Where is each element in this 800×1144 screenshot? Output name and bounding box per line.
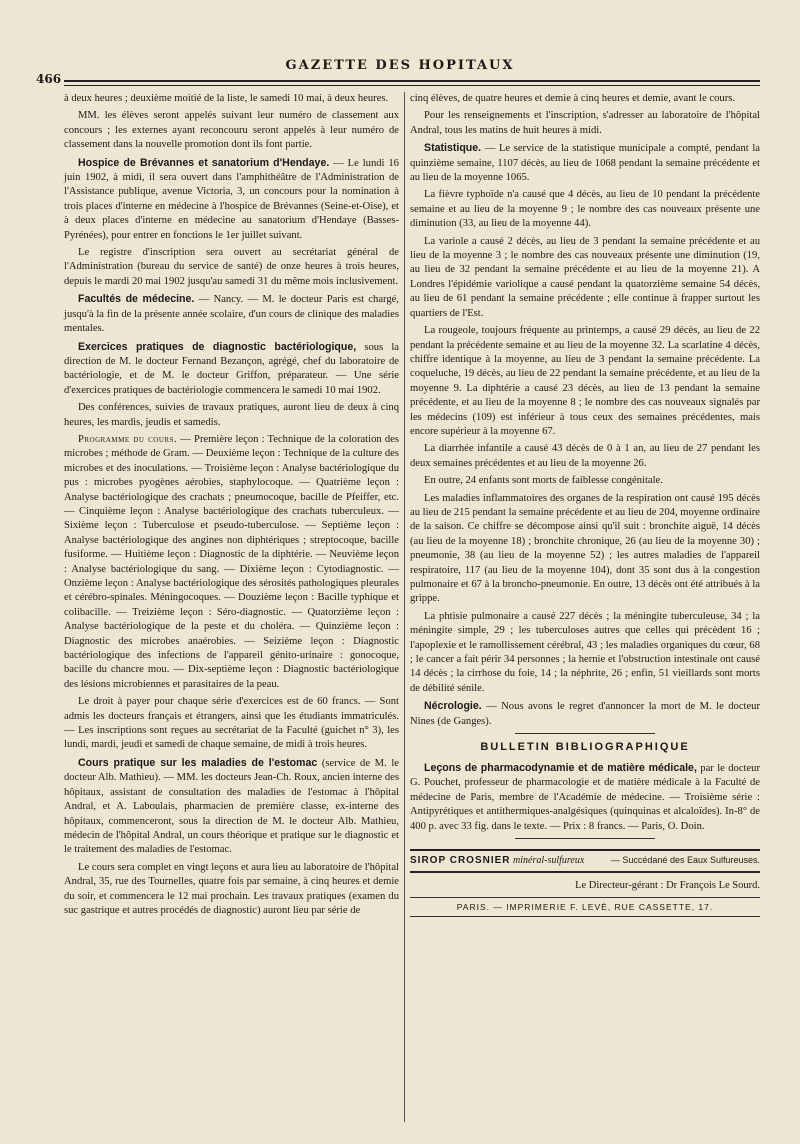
paragraph: à deux heures ; deuxième moitié de la liste, le samedi 10 mai, à deux heures.: [64, 93, 389, 104]
article-heading: Cours pratique sur les maladies de l'estomac: [78, 756, 318, 769]
paragraph: En outre, 24 enfants sont morts de faiblesse congénitale.: [424, 475, 663, 487]
bulletin-heading: BULLETIN BIBLIOGRAPHIQUE: [480, 741, 690, 754]
paragraph: Le droit à payer pour chaque série d'exercices est de 60 francs. — Sont admis les docteurs français et étrangers, ainsi que les étudiants immatriculés. — Les inscriptions sont reçues au secrétariat de la Faculté (guichet n° 3), les lundi, mardi, jeudi et samedi de chaque semaine, de midi à trois heures.: [64, 696, 399, 751]
programme-paragraph: [64, 433, 399, 692]
footer-rule: [410, 916, 760, 917]
article-text: — Le lundi 16 juin 1902, à midi, il sera ouvert dans l'amphithéâtre de l'Administration de l'Assistance publique, avenue Victoria, 3, un concours pour la nomination à trois places d'interne en médecine à l'hospice de Brévannes (Seine-et-Oise), et à deux places d'interne en médecine au sanatorium d'Hendaye (Basses-Pyrénées), pour entrer en fonctions le 1er juillet suivant.: [64, 157, 399, 241]
header-rule-thin: [64, 85, 760, 86]
article-text: (service de M. le docteur Alb. Mathieu). — MM. les docteurs Jean-Ch. Roux, ancien interne des hôpitaux, assistant de consultation des maladies de l'estomac à l'hôpital Andral, et A. Laboulais, pharmacien de première classe, ex-interne des hôpitaux, commenceront, sous la direction de M. le docteur Alb. Mathieu, médecin de l'hôpital Andral, un cours théorique et pratique sur le diagnostic et le traitement des maladies de l'estomac.: [64, 757, 399, 856]
article-heading: Hospice de Brévannes et sanatorium d'Hendaye.: [78, 156, 330, 169]
printer-imprint: PARIS. — IMPRIMERIE F. LEVÉ, RUE CASSETTE, 17.: [456, 901, 714, 912]
paragraph: Des conférences, suivies de travaux pratiques, auront lieu de deux à cinq heures, les mardis, jeudis et samedis.: [64, 402, 399, 428]
header-rule-thick: [64, 80, 760, 82]
running-title: GAZETTE DES HOPITAUX: [285, 58, 515, 73]
programme-label: Programme du cours.: [78, 433, 178, 445]
article-facultes: [64, 292, 399, 336]
article-heading: Statistique.: [424, 142, 482, 155]
article-heading: Exercices pratiques de diagnostic bactériologique,: [78, 340, 357, 353]
section-rule: [515, 838, 655, 839]
footer-rule: [410, 897, 760, 898]
article-text: — Nancy. — M. le docteur Paris est chargé, jusqu'à la fin de la présente année scolaire, d'un cours de clinique des maladies mentales.: [64, 294, 400, 335]
ad-subtitle: minéral-sulfureux: [513, 855, 585, 867]
article-heading: Nécrologie.: [424, 700, 482, 713]
article-text: par le docteur G. Pouchet, professeur de pharmacologie et de matière médicale à la Faculté de médecine de Paris, membre de l'Académie de médecine. — Troisième série : Antipyrétiques et antithermiques-analgésiques (quinquinas et alcaloïdes). In-8° de 400 p. avec 33 fig. dans le texte. — Prix : 8 francs. — Paris, O. Doin.: [410, 763, 760, 832]
paragraph: Le registre d'inscription sera ouvert au secrétariat général de l'Administration (bureau du service de santé) de onze heures à trois heures, depuis le mardi 20 mai 1902 jusqu'au samedi 31 du même mois inclusivement.: [64, 247, 399, 287]
left-column: [64, 92, 399, 1132]
article-statistique: [410, 141, 760, 185]
article-necrologie: [410, 699, 760, 729]
paragraph: Pour les renseignements et l'inscription, s'adresser au laboratoire de l'hôpital Andral, tous les matins de huit heures à midi.: [410, 110, 760, 136]
paragraph: Les maladies inflammatoires des organes de la respiration ont causé 195 décès au lieu de 215 pendant la semaine précédente et au lieu de 204, moyenne ordinaire de la saison. Ce chiffre se décompose ainsi qu'il suit : bronchite aiguë, 14 décès (au lieu de la moyenne 18) ; bronchite chronique, 26 (au lieu de la moyenne 30) ; pneumonie, 38 (au lieu de la moyenne 52) ; les autres maladies de l'appareil respiratoire, 117 (au lieu de la moyenne 104), dont 35 sont dus à la congestion pulmonaire et 67 à la broncho-pneumonie. En outre, 13 décès ont été attribués à la grippe.: [410, 492, 760, 605]
page-number: 466: [36, 72, 62, 86]
article-exercices: [64, 340, 399, 399]
section-rule: [515, 733, 655, 734]
article-cours: [64, 756, 399, 858]
paragraph: Le cours sera complet en vingt leçons et aura lieu au laboratoire de l'hôpital Andral, 35, rue des Tournelles, quatre fois par semaine, à cinq heures et demie du soir, et commencera le 12 mai prochain. Les travaux pratiques (examen du suc gastrique et autres procédés de diagnostic) auront lieu par série de: [64, 861, 399, 916]
article-text: — Nous avons le regret d'annoncer la mort de M. le docteur Nines (de Ganges).: [410, 701, 761, 727]
ad-tagline: — Succédané des Eaux Sulfureuses.: [610, 855, 760, 866]
paragraph: La diarrhée infantile a causé 43 décès de 0 à 1 an, au lieu de 27 pendant les deux semaines précédentes et au lieu de la moyenne 26.: [410, 443, 760, 469]
paragraph: La fièvre typhoïde n'a causé que 4 décès, au lieu de 10 pendant la précédente semaine et au lieu de la moyenne 9 ; le nombre des cas nouveaux présente une diminution (33, au lieu de la moyenne 44).: [410, 189, 760, 230]
article-heading: Facultés de médecine.: [78, 293, 195, 306]
paragraph: cinq élèves, de quatre heures et demie à cinq heures et demie, avant le cours.: [410, 93, 736, 104]
article-text: sous la direction de M. le docteur Fernand Bezançon, agrégé, chef du laboratoire de bactériologie, et de M. le docteur Griffon, préparateur. — Une série d'exercices pratiques de bactériologie commencera le samedi 10 mai 1902.: [64, 341, 399, 396]
paragraph: MM. les élèves seront appelés suivant leur numéro de classement aux concours ; les externes ayant reconcouru seront appelés à leur numéro de classement dans la nouvelle promotion dont ils font partie.: [64, 110, 399, 151]
right-column: [410, 92, 760, 1132]
paragraph: La rougeole, toujours fréquente au printemps, a causé 29 décès, au lieu de 22 pendant la précédente semaine et au lieu de la moyenne 32. La scarlatine 4 décès, chiffre identique à la moyenne, au lieu de 3 pendant la semaine précédente. La coqueluche, 19 décès, au lieu de 22 pendant la semaine précédente, et au lieu de la moyenne 9. La diphtérie a causé 23 décès, au lieu de 13 pendant la semaine précédente, et au lieu de la moyenne 8 ; le nombre des cas nouveaux signalés par les médecins (109) est inférieur à tous ceux des semaines précédentes, mais encore supérieur à la moyenne 67.: [410, 325, 760, 437]
director-signature: Le Directeur-gérant : Dr François Le Sourd.: [575, 879, 760, 891]
article-text: — Le service de la statistique municipale a compté, pendant la quinzième semaine, 1107 décès, au lieu de 1068 pendant la semaine précédente et au lieu de la moyenne 1065.: [410, 143, 760, 184]
paragraph: La variole a causé 2 décès, au lieu de 3 pendant la semaine précédente et au lieu de la moyenne 3 ; le nombre des cas nouveaux présente une diminution (19, au lieu de 32 pendant la semaine précédente et au lieu de la moyenne 21). A Londres l'épidémie variolique a causé pendant la quatorzième semaine 54 décès, au lieu de 61 pendant la semaine précédente ; elle continue à frapper surtout les quartiers de l'Est.: [410, 235, 760, 319]
ad-name: SIROP CROSNIER: [410, 855, 511, 867]
programme-text: — Première leçon : Technique de la coloration des microbes ; méthode de Gram. — Deuxième leçon : Technique de la culture des microbes et des inoculations. — Troisième leçon : Analyse bactériologique du pus : microbes pyogènes aérobies, staphylocoque. — Quatrième leçon : Analyse bactériologique des crachats ; pneumocoque, bacille de Pfeiffer, etc. — Cinquième leçon : Analyse bactériologique des crachats tuberculeux. — Sixième leçon : Tuberculose et pseudo-tuberculose. — Septième leçon : Analyse bactériologique des angines non diphtériques ; streptocoque, bacille fusiforme. — Huitième leçon : Diagnostic de la diphtérie. — Neuvième leçon : Analyse bactériologique du sang. — Dixième leçon : Cytodiagnostic. — Onzième leçon : Analyse bactériologique des sérosités pathologiques pleurales et cérébro-spinales. Méningocoques. — Douzième leçon : Bacille typhique et colibacille. — Treizième leçon : Séro-diagnostic. — Quatorzième leçon : Analyse bactériologique de la peste et du choléra. — Quinzième leçon : Diagnostic des microbes anaérobies. — Seizième leçon : Diagnostic bactériologique des infections de l'appareil génito-urinaire : gonocoque, bacille du chancre mou. — Dix-septième leçon : Diagnostic bactériologique des lésions microbiennes et parasitaires de la peau.: [64, 433, 399, 690]
article-brevannes: [64, 156, 399, 243]
column-separator: [404, 92, 405, 1122]
advertisement: [410, 849, 760, 873]
article-lecons: [410, 761, 760, 834]
article-heading: Leçons de pharmacodynamie et de matière médicale,: [424, 762, 697, 775]
paragraph: La phtisie pulmonaire a causé 227 décès ; la méningite tuberculeuse, 34 ; la méningite simple, 29 ; les tuberculoses autres que celles qui précèdent 16 ; l'apoplexie et le ramollissement cérébral, 43 ; les maladies organiques du cœur, 68 ; le cancer a fait périr 34 personnes ; la hernie et l'obstruction intestinale ont causé 14 décès ; la cirrhose du foie, 14 ; la néphrite, 26 ; enfin, 51 vieillards sont morts de débilité sénile.: [410, 610, 760, 694]
